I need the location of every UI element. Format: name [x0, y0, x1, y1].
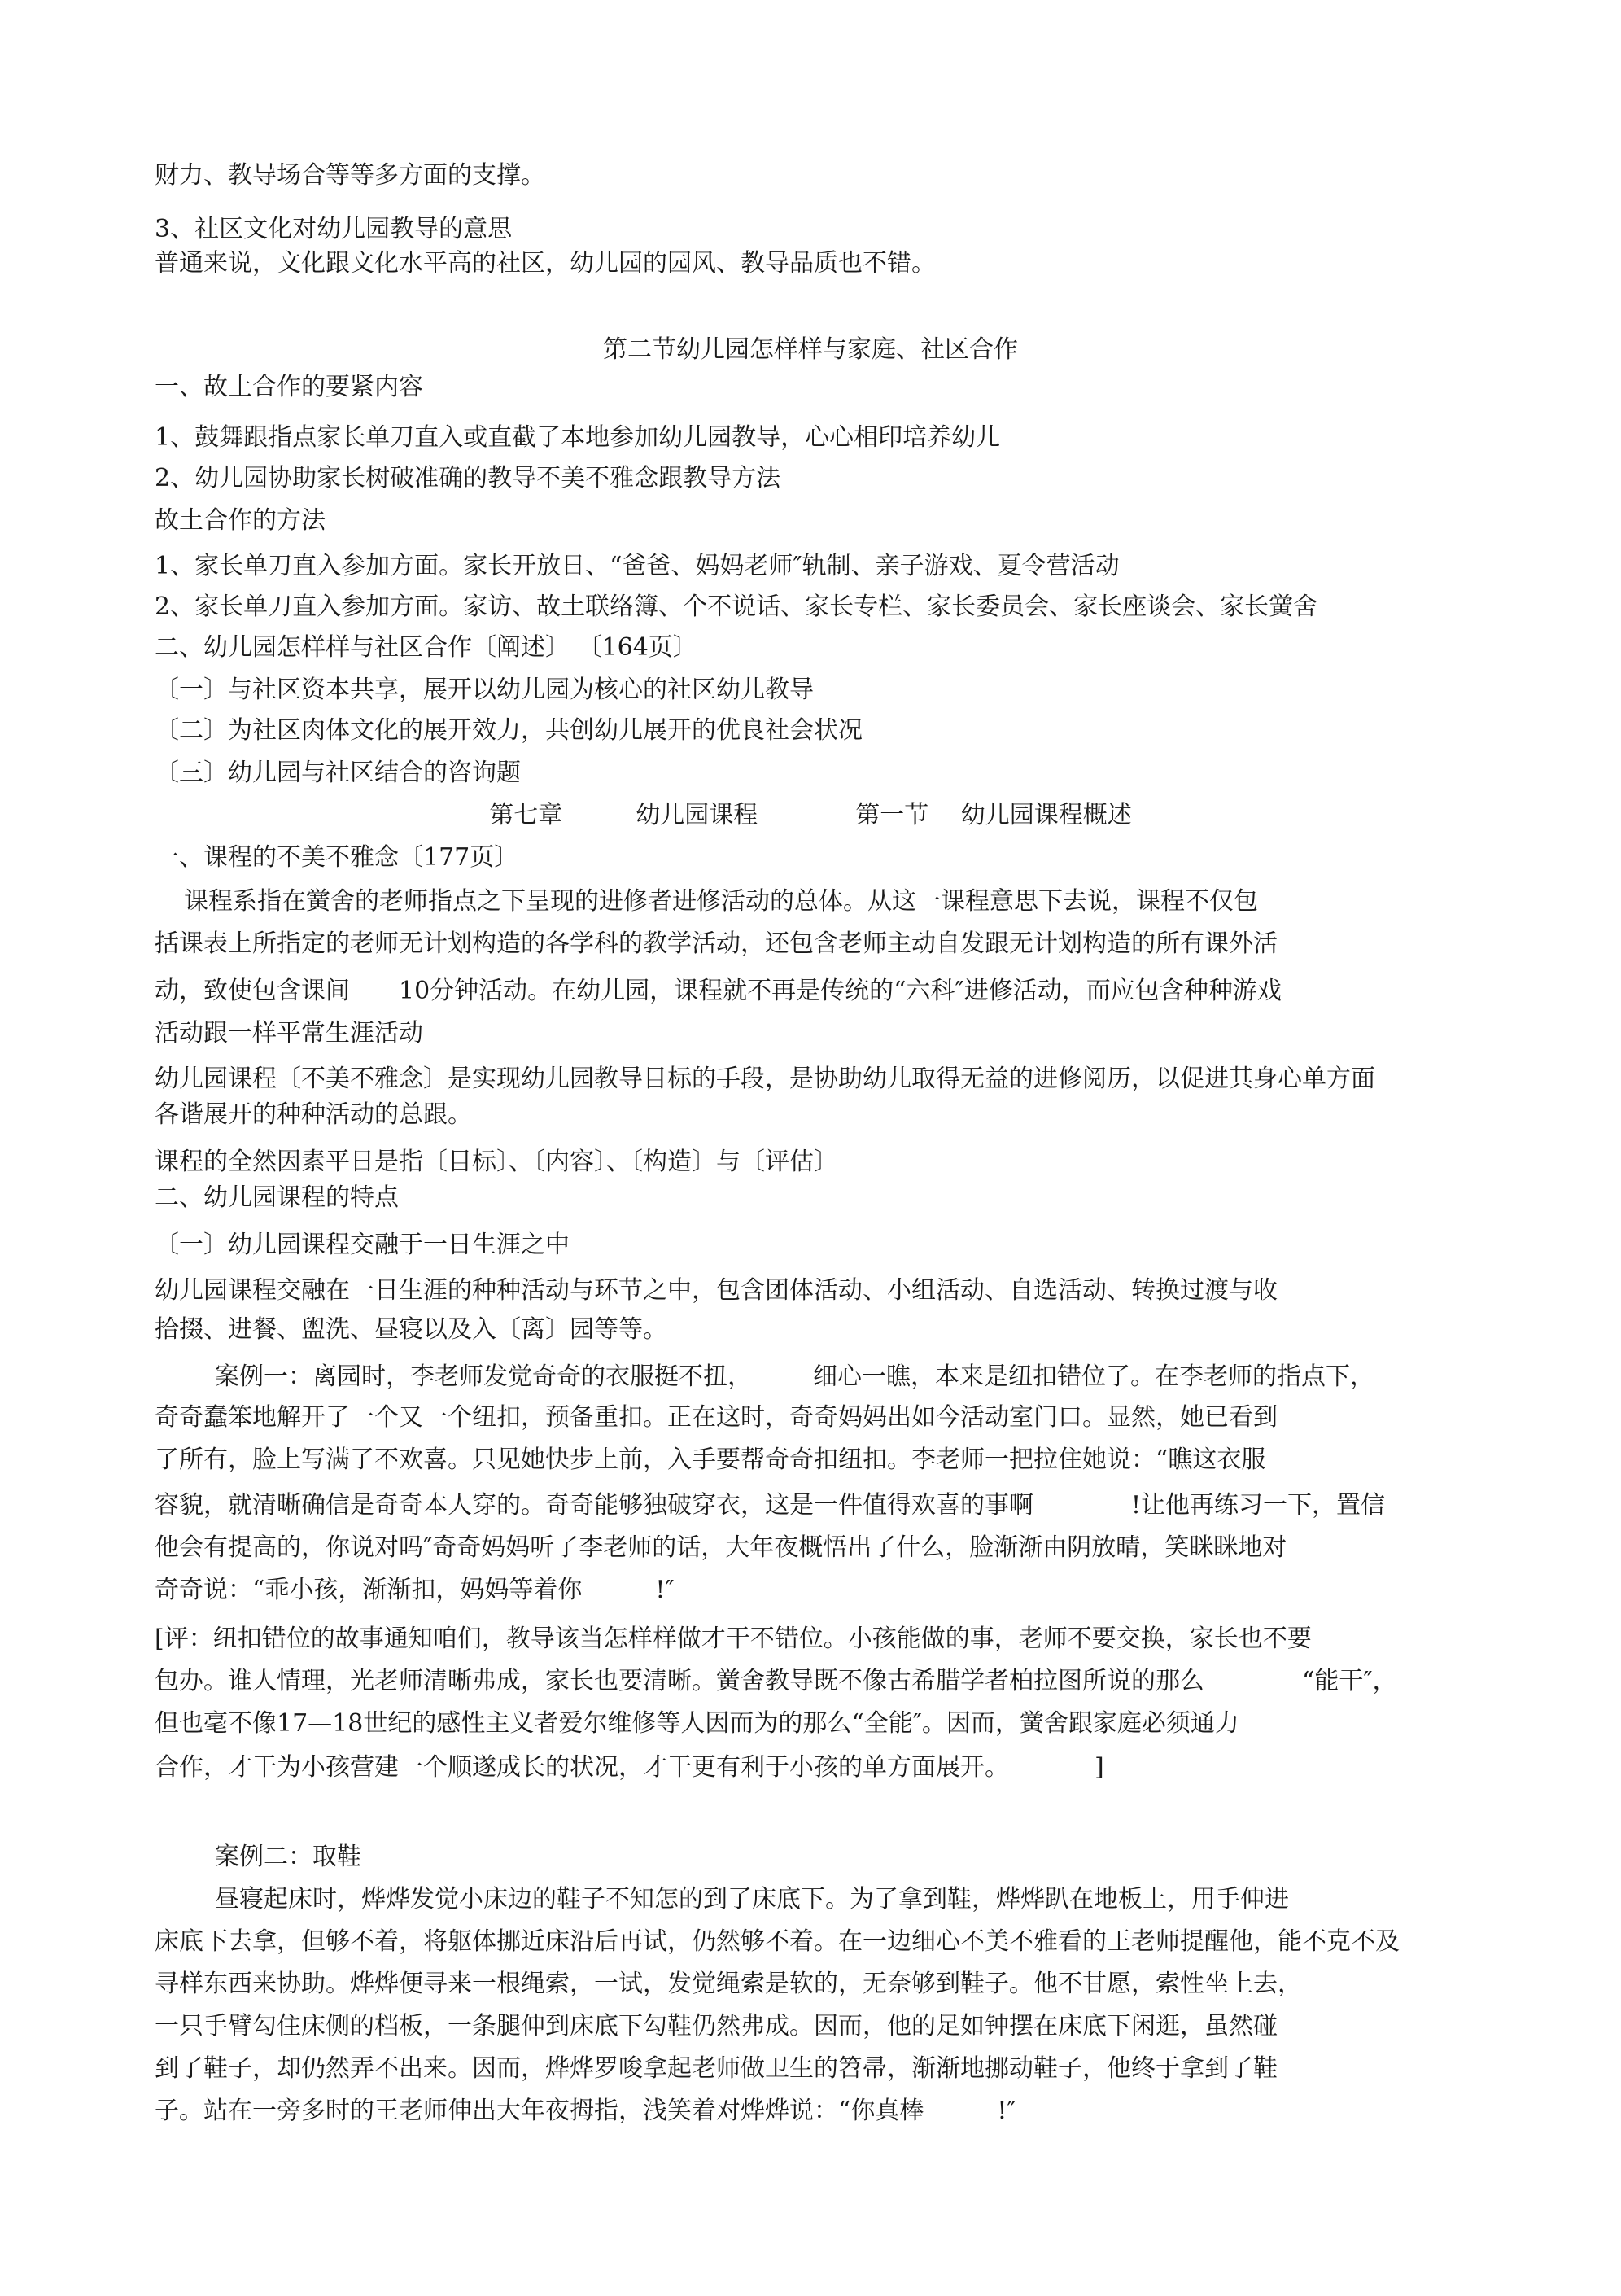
section-heading: 3、社区文化对幼儿园教导的意思 — [155, 215, 513, 243]
case-paragraph-line: 他会有提高的，你说对吗″奇奇妈妈听了李老师的话，大年夜概悟出了什么，脸渐渐由阴放晴，笑眯眯地对 — [155, 1533, 1287, 1562]
list-item: 2、家长单刀直入参加方面。家访、故土联络簿、个不说话、家长专栏、家长委员会、家长座谈会、家长黉舍 — [155, 593, 1318, 621]
list-item: 〔三〕幼儿园与社区结合的咨询题 — [155, 759, 521, 787]
case-paragraph-line: 床底下去拿，但够不着，将躯体挪近床沿后再试，仍然够不着。在一边细心不美不雅看的王老师提醒他，能不克不及 — [155, 1927, 1400, 1956]
case-paragraph-line: 了所有，脸上写满了不欢喜。只见她快步上前，入手要帮奇奇扣纽扣。李老师一把拉住她说：“瞧这衣服 — [155, 1445, 1266, 1474]
paragraph-line: 各谐展开的种种活动的总跟。 — [155, 1100, 472, 1129]
section-heading: 一、课程的不美不雅念〔177页〕 — [155, 843, 519, 872]
subsection-heading: 〔一〕幼儿园课程交融于一日生涯之中 — [155, 1231, 570, 1259]
list-item: 1、鼓舞跟指点家长单刀直入或直截了本地参加幼儿园教导，心心相印培养幼儿 — [155, 423, 1001, 452]
case-paragraph-line: 到了鞋子，却仍然弄不出来。因而，烨烨罗唆拿起老师做卫生的笤帚，渐渐地挪动鞋子，他终于拿到了鞋 — [155, 2054, 1278, 2083]
paragraph-line: 幼儿园课程交融在一日生涯的种种活动与环节之中，包含团体活动、小组活动、自选活动、转换过渡与收 — [155, 1276, 1278, 1305]
case-paragraph-line: 容貌，就清晰确信是奇奇本人穿的。奇奇能够独破穿衣，这是一件值得欢喜的事啊 !让他再练习一下，置信 — [155, 1491, 1386, 1520]
paragraph-line: 活动跟一样平常生涯活动 — [155, 1019, 423, 1047]
section-heading: 一、故土合作的要紧内容 — [155, 373, 423, 401]
case-title: 案例二：取鞋 — [215, 1843, 361, 1871]
section-heading: 故土合作的方法 — [155, 506, 326, 535]
text-line: 课程的全然因素平日是指〔目标〕、〔内容〕、〔构造〕与〔评估〕 — [155, 1148, 838, 1176]
case-paragraph-line: 子。站在一旁多时的王老师伸出大年夜拇指，浅笑着对烨烨说：“你真棒 !″ — [155, 2097, 1016, 2125]
case-paragraph-line: 寻样东西来协助。烨烨便寻来一根绳索，一试，发觉绳索是软的，无奈够到鞋子。他不甘愿，索性坐上去， — [155, 1970, 1302, 1998]
list-item: 〔二〕为社区肉体文化的展开效力，共创幼儿展开的优良社会状况 — [155, 716, 863, 745]
paragraph-line: 括课表上所指定的老师无计划构造的各学科的教学活动，还包含老师主动自发跟无计划构造的所有课外活 — [155, 929, 1278, 958]
section-heading: 二、幼儿园课程的特点 — [155, 1183, 399, 1212]
comment-line: 包办。谁人情理，光老师清晰弗成，家长也要清晰。黉舍教导既不像古希腊学者柏拉图所说的那么 “能干″， — [155, 1667, 1397, 1695]
list-item: 1、家长单刀直入参加方面。家长开放日、“爸爸、妈妈老师″轨制、亲子游戏、夏令营活动 — [155, 552, 1120, 580]
section-heading: 二、幼儿园怎样样与社区合作〔阐述〕 〔164页〕 — [155, 633, 697, 662]
paragraph-line: 动，致使包含课间 10分钟活动。在幼儿园，课程就不再是传统的“六科″进修活动，而应包含种种游戏 — [155, 977, 1282, 1005]
chapter-title: 第七章 幼儿园课程 第一节 幼儿园课程概述 — [489, 801, 1132, 829]
comment-line: [评：纽扣错位的故事通知咱们，教导该当怎样样做才干不错位。小孩能做的事，老师不要交换，家长也不要 — [155, 1625, 1312, 1653]
comment-line: 但也毫不像17—18世纪的感性主义者爱尔维修等人因而为的那么“全能″。因而，黉舍跟家庭必须通力 — [155, 1709, 1239, 1738]
case-paragraph-line: 一只手臂勾住床侧的档板，一条腿伸到床底下勾鞋仍然弗成。因而，他的足如钟摆在床底下闲逛，虽然碰 — [155, 2012, 1278, 2040]
list-item: 2、幼儿园协助家长树破准确的教导不美不雅念跟教导方法 — [155, 464, 781, 492]
comment-line: 合作，才干为小孩营建一个顺遂成长的状况，才干更有利于小孩的单方面展开。 ] — [155, 1753, 1104, 1782]
case-paragraph-line: 案例一：离园时，李老师发觉奇奇的衣服挺不扭， 细心一瞧，本来是纽扣错位了。在李老师的指点下， — [215, 1362, 1374, 1391]
section-title: 第二节幼儿园怎样样与家庭、社区合作 — [603, 335, 1018, 364]
text-line: 财力、教导场合等等多方面的支撑。 — [155, 161, 545, 190]
case-paragraph-line: 奇奇说：“乖小孩，渐渐扣，妈妈等着你 !″ — [155, 1576, 675, 1604]
case-paragraph-line: 奇奇蠢笨地解开了一个又一个纽扣，预备重扣。正在这时，奇奇妈妈出如今活动室门口。显然，她已看到 — [155, 1403, 1278, 1432]
paragraph-line: 课程系指在黉舍的老师指点之下呈现的进修者进修活动的总体。从这一课程意思下去说，课程不仅包 — [184, 887, 1258, 916]
case-paragraph-line: 昼寝起床时，烨烨发觉小床边的鞋子不知怎的到了床底下。为了拿到鞋，烨烨趴在地板上，用手伸进 — [215, 1885, 1289, 1913]
list-item: 〔一〕与社区资本共享，展开以幼儿园为核心的社区幼儿教导 — [155, 676, 814, 704]
paragraph-line: 拾掇、进餐、盥洗、昼寝以及入〔离〕园等等。 — [155, 1315, 667, 1344]
text-line: 普通来说，文化跟文化水平高的社区，幼儿园的园风、教导品质也不错。 — [155, 249, 936, 278]
paragraph-line: 幼儿园课程〔不美不雅念〕是实现幼儿园教导目标的手段，是协助幼儿取得无益的进修阅历，以促进其身心单方面 — [155, 1065, 1375, 1093]
